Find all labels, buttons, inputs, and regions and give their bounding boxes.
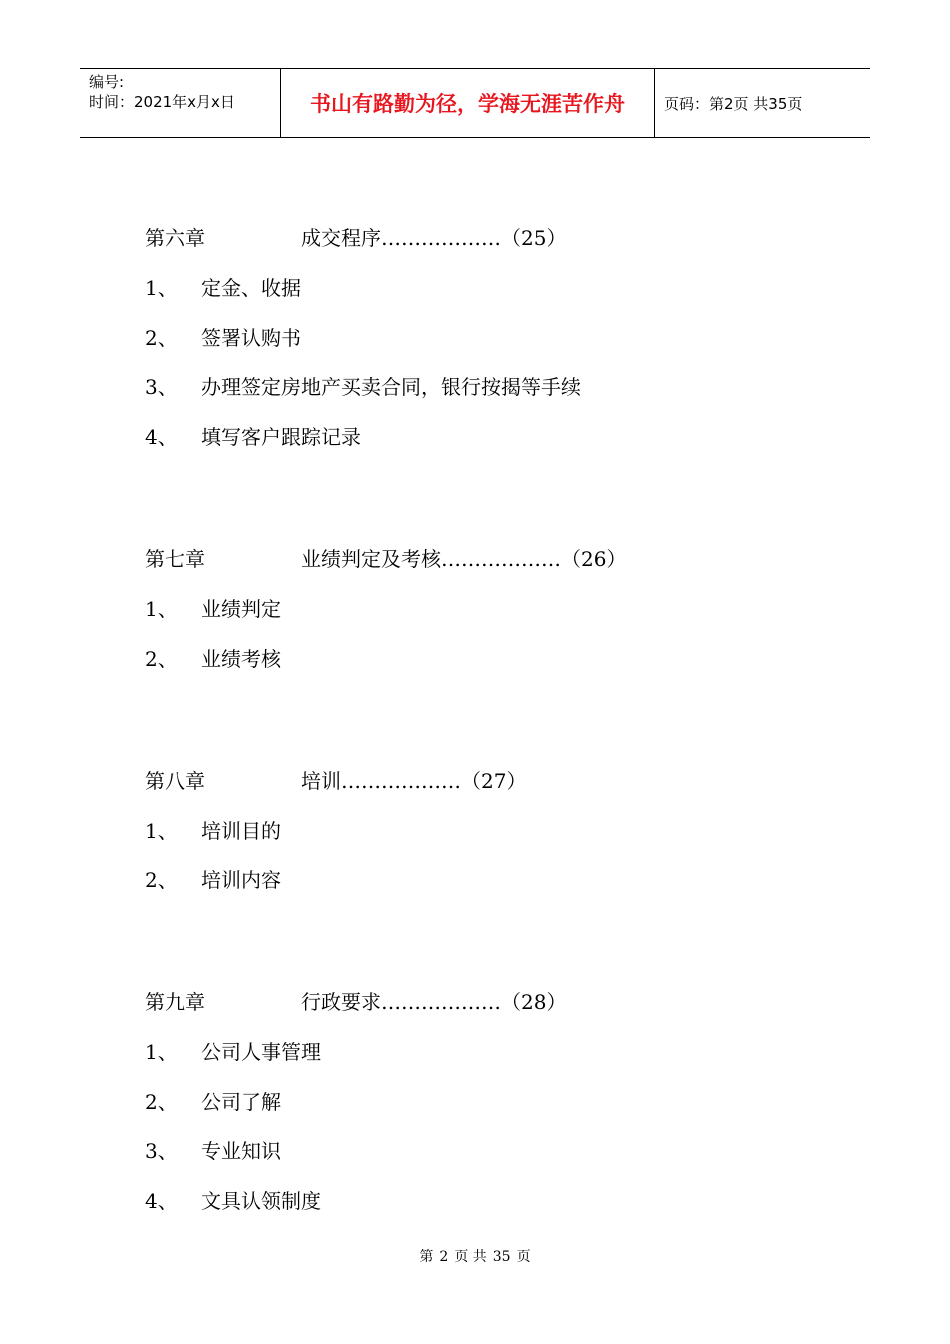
chapter-heading — [145, 222, 567, 251]
chapter-heading — [145, 543, 627, 572]
list-item — [145, 643, 281, 672]
chapter-title: 业绩判定及考核………………（26） — [301, 547, 627, 571]
item-number: 1、 — [145, 1040, 178, 1064]
chapter-heading — [145, 986, 567, 1015]
page-header — [80, 68, 870, 138]
item-text: 办理签定房地产买卖合同，银行按揭等手续 — [201, 375, 581, 399]
item-number: 2、 — [145, 326, 178, 350]
item-number: 4、 — [145, 425, 178, 449]
header-page-info: 页码：第2页 共35页 — [664, 94, 803, 113]
item-text: 公司人事管理 — [201, 1040, 321, 1064]
item-number: 3、 — [145, 1139, 178, 1163]
item-text: 定金、收据 — [201, 276, 301, 300]
footer-suffix: 页 — [516, 1249, 531, 1265]
item-number: 2、 — [145, 868, 178, 892]
item-text: 文具认领制度 — [201, 1189, 321, 1213]
chapter-title: 行政要求………………（28） — [301, 990, 567, 1014]
list-item — [145, 272, 301, 301]
list-item — [145, 421, 361, 450]
header-motto: 书山有路勤为径，学海无涯苦作舟 — [281, 69, 655, 137]
list-item — [145, 371, 581, 400]
item-text: 填写客户跟踪记录 — [201, 425, 361, 449]
footer-mid: 页 共 — [454, 1249, 487, 1265]
list-item — [145, 1135, 281, 1164]
chapter-title: 成交程序………………（25） — [301, 226, 567, 250]
header-left-cell — [80, 69, 281, 137]
item-text: 专业知识 — [201, 1139, 281, 1163]
item-text: 公司了解 — [201, 1090, 281, 1114]
item-number: 4、 — [145, 1189, 178, 1213]
chapter-label: 第八章 — [145, 769, 205, 793]
item-number: 3、 — [145, 375, 178, 399]
chapter-label: 第六章 — [145, 226, 205, 250]
list-item — [145, 593, 281, 622]
footer-prefix: 第 — [419, 1249, 434, 1265]
item-number: 1、 — [145, 276, 178, 300]
item-text: 业绩判定 — [201, 597, 281, 621]
list-item — [145, 1185, 321, 1214]
footer-total-pages: 35 — [492, 1249, 511, 1265]
list-item — [145, 1086, 281, 1115]
item-text: 培训目的 — [201, 819, 281, 843]
item-number: 2、 — [145, 647, 178, 671]
chapter-label: 第七章 — [145, 547, 205, 571]
item-number: 1、 — [145, 597, 178, 621]
footer-page-number: 2 — [439, 1249, 449, 1265]
list-item — [145, 322, 301, 351]
document-number-label: 编号: — [89, 73, 125, 91]
item-text: 业绩考核 — [201, 647, 281, 671]
item-number: 1、 — [145, 819, 178, 843]
document-time-label: 时间：2021年x月x日 — [89, 93, 235, 111]
list-item — [145, 864, 281, 893]
list-item — [145, 1036, 321, 1065]
item-text: 签署认购书 — [201, 326, 301, 350]
page-footer — [0, 1246, 950, 1266]
list-item — [145, 815, 281, 844]
chapter-label: 第九章 — [145, 990, 205, 1014]
item-text: 培训内容 — [201, 868, 281, 892]
chapter-title: 培训………………（27） — [301, 769, 527, 793]
chapter-heading — [145, 765, 527, 794]
item-number: 2、 — [145, 1090, 178, 1114]
